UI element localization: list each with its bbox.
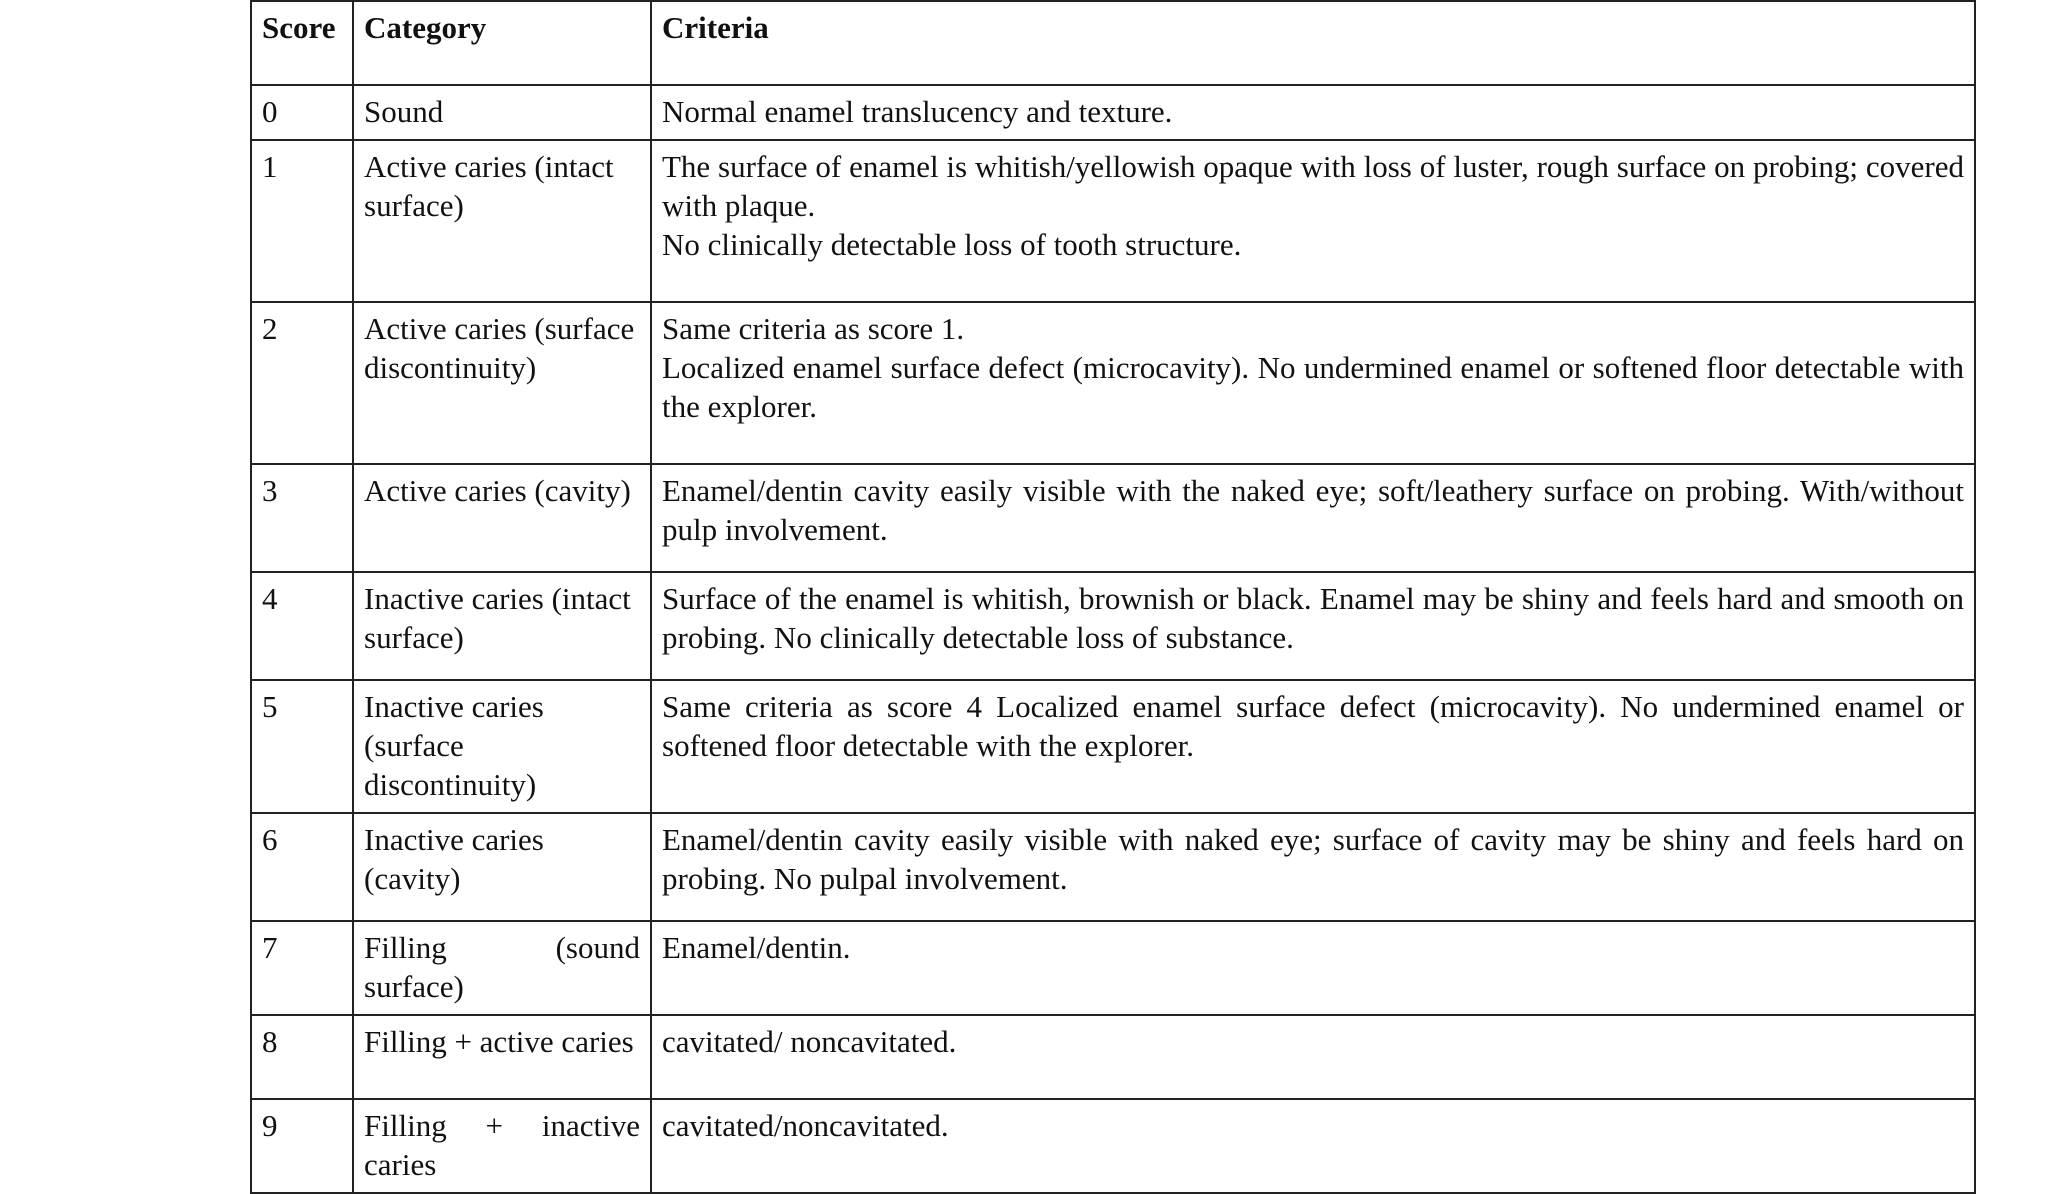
table-row	[251, 302, 1975, 464]
category-cell: Active caries (surface discontinuity)	[353, 302, 651, 464]
category-column-header: Category	[353, 1, 651, 85]
score-cell: 0	[251, 85, 353, 140]
criteria-cell	[651, 921, 1975, 1015]
category-cell: Inactive caries (intact surface)	[353, 572, 651, 680]
criteria-cell	[651, 813, 1975, 921]
criteria-text: Enamel/dentin cavity easily visible with naked eye; surface of cavity may be shiny and feels hard on probing. No pulpal involvement.	[662, 822, 1964, 896]
criteria-cell	[651, 680, 1975, 813]
criteria-text: Enamel/dentin cavity easily visible with the naked eye; soft/leathery surface on probing. With/without pulp involvement.	[662, 473, 1964, 547]
score-cell: 1	[251, 140, 353, 302]
table-row	[251, 464, 1975, 572]
table-row	[251, 1099, 1975, 1193]
category-cell: Inactive caries (surface discontinuity)	[353, 680, 651, 813]
caries-scoring-table-container	[250, 0, 1974, 1194]
table-row	[251, 572, 1975, 680]
criteria-cell	[651, 85, 1975, 140]
category-cell: Filling + inactive caries	[353, 1099, 651, 1193]
criteria-text: No clinically detectable loss of tooth structure.	[662, 227, 1242, 262]
score-cell: 6	[251, 813, 353, 921]
criteria-text: cavitated/ noncavitated.	[662, 1024, 957, 1059]
criteria-cell	[651, 1099, 1975, 1193]
category-cell: Sound	[353, 85, 651, 140]
category-cell: Filling + active caries	[353, 1015, 651, 1099]
score-cell: 9	[251, 1099, 353, 1193]
criteria-column-header: Criteria	[651, 1, 1975, 85]
criteria-cell	[651, 464, 1975, 572]
score-cell: 2	[251, 302, 353, 464]
table-row	[251, 813, 1975, 921]
score-cell: 4	[251, 572, 353, 680]
score-cell: 3	[251, 464, 353, 572]
table-row	[251, 921, 1975, 1015]
table-row	[251, 1015, 1975, 1099]
caries-scoring-table	[250, 0, 1976, 1194]
criteria-text: Same criteria as score 1.	[662, 311, 965, 346]
category-cell: Inactive caries (cavity)	[353, 813, 651, 921]
table-row	[251, 140, 1975, 302]
category-cell: Filling (sound surface)	[353, 921, 651, 1015]
score-column-header: Score	[251, 1, 353, 85]
score-cell: 8	[251, 1015, 353, 1099]
criteria-cell	[651, 1015, 1975, 1099]
criteria-text: Normal enamel translucency and texture.	[662, 94, 1173, 129]
criteria-text: Same criteria as score 4 Localized enamel surface defect (microcavity). No undermined enamel or softened floor detectable with the explorer.	[662, 689, 1964, 763]
score-cell: 5	[251, 680, 353, 813]
criteria-text: Localized enamel surface defect (microcavity). No undermined enamel or softened floor detectable with the explorer.	[662, 350, 1964, 424]
criteria-cell	[651, 572, 1975, 680]
table-row	[251, 85, 1975, 140]
criteria-text: Enamel/dentin.	[662, 930, 851, 965]
table-row	[251, 680, 1975, 813]
criteria-cell	[651, 302, 1975, 464]
score-cell: 7	[251, 921, 353, 1015]
category-cell: Active caries (intact surface)	[353, 140, 651, 302]
criteria-cell	[651, 140, 1975, 302]
category-cell: Active caries (cavity)	[353, 464, 651, 572]
table-header-row	[251, 1, 1975, 85]
criteria-text: Surface of the enamel is whitish, brownish or black. Enamel may be shiny and feels hard and smooth on probing. No clinically detectable loss of substance.	[662, 581, 1964, 655]
criteria-text: The surface of enamel is whitish/yellowish opaque with loss of luster, rough surface on probing; covered with plaque.	[662, 149, 1964, 223]
criteria-text: cavitated/noncavitated.	[662, 1108, 949, 1143]
